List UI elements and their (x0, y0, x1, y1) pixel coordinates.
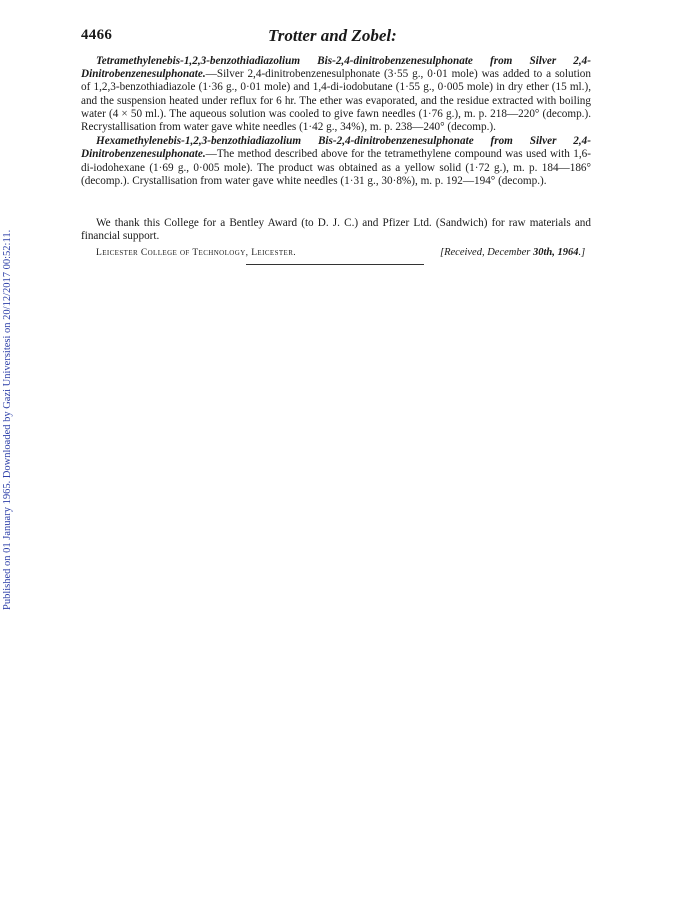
paragraph-text: —The method described above for the tetramethylene compound was used with 1,6-di-iodohexane (1·69 g., 0·005 mole). The product was obtained as a yellow solid (1·72 g.), m. p. 184—186° (decomp.). Crystallisation from water gave white needles (1·31 g., 30·8%), m. p. 192—194° (decomp.). (81, 148, 591, 187)
affiliation: Leicester College of Technology, Leicester. (96, 248, 297, 258)
paragraph-title: Hexamethylenebis-1,2,3-benzothiadiazolium Bis-2,4-dinitrobenzenesulphonate from Silver 2,4-Dinitrobenzenesulphonate. (81, 135, 591, 161)
experimental-paragraph (81, 55, 591, 134)
received-date (440, 247, 585, 258)
received-prefix: [Received, December (440, 247, 533, 258)
watermark-text[interactable]: Published on 01 January 1965. Downloaded by Gazi Universitesi on 20/12/2017 00:52:11. (2, 229, 13, 610)
paragraph-text: —Silver 2,4-dinitrobenzenesulphonate (3·55 g., 0·01 mole) was added to a solution of 1,2,3-benzothiadiazole (1·36 g., 0·01 mole) and 1,4-di-iodobutane (1·55 g., 0·005 mole) in dry ether (15 ml.), and the suspension heated under reflux for 6 hr. The ether was evaporated, and the residue extracted with boiling water (4 × 50 ml.). The aqueous solution was cooled to give fawn needles (1·76 g.), m. p. 218—220° (decomp.). Recrystallisation from water gave white needles (1·42 g., 34%), m. p. 238—240° (decomp.). (81, 68, 591, 134)
acknowledgement: We thank this College for a Bentley Award (to D. J. C.) and Pfizer Ltd. (Sandwich) for raw materials and financial support. (81, 217, 591, 243)
experimental-paragraph (81, 135, 591, 188)
paragraph-title: Tetramethylenebis-1,2,3-benzothiadiazolium Bis-2,4-dinitrobenzenesulphonate from Silver 2,4-Dinitrobenzenesulphonate. (81, 55, 591, 81)
page-number: 4466 (81, 27, 113, 43)
running-head: Trotter and Zobel: (268, 26, 397, 45)
body-text (81, 55, 591, 188)
received-suffix: .] (578, 247, 586, 258)
received-date-bold: 30th, 1964 (533, 247, 579, 258)
end-rule (246, 264, 424, 265)
side-watermark (2, 160, 16, 610)
